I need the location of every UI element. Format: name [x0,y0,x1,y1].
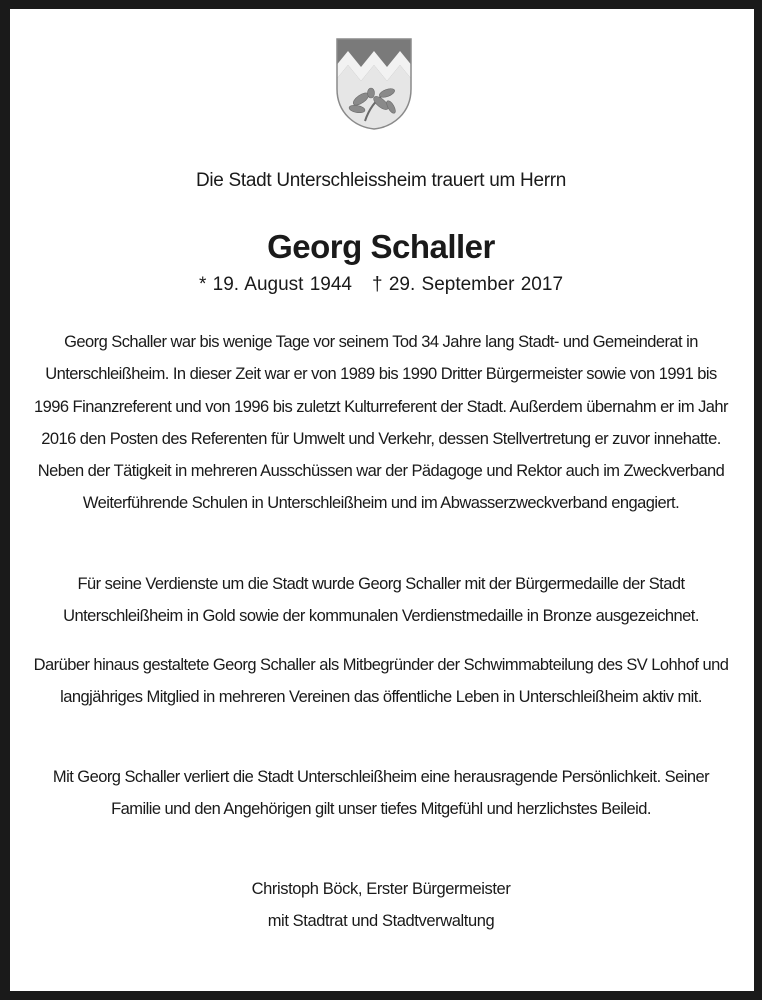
death-date: † 29. September 2017 [371,274,564,295]
coat-of-arms-icon [335,37,413,131]
condolence-paragraph: Mit Georg Schaller verliert die Stadt Unterschleißheim eine herausragende Persönlichkeit. Seiner Familie und den Angehörigen gilt unser tiefes Mitgefühl und herzlichstes Beileid. [52,768,710,819]
birth-date: * 19. August 1944 [198,274,352,295]
deceased-name: Georg Schaller [267,228,495,265]
signature-mayor: Christoph Böck, Erster Bürgermeister [251,880,511,898]
biography-paragraph: Georg Schaller war bis wenige Tage vor seinem Tod 34 Jahre lang Stadt- und Gemeinderat in Unterschleißheim. In dieser Zeit war er von 1989 bis 1990 Dritter Bürgermeister sowie von 1991 bis 1996 Finanzreferent und von 1996 bis zuletzt Kulturreferent der Stadt. Außerdem übernahm er im Jahr 2016 den Posten des Referenten für Umwelt und Verkehr, dessen Stellvertretung er zuvor innehatte. Neben der Tätigkeit in mehreren Ausschüssen war der Pädagoge und Rektor auch im Zweckverband Weiterführende Schulen in Unterschleißheim und im Abwasserzweckverband engagiert. [34,333,728,513]
signature-council: mit Stadtrat und Stadtverwaltung [267,912,495,930]
honors-paragraph: Für seine Verdienste um die Stadt wurde Georg Schaller mit der Bürgermedaille der Stadt Unterschleißheim in Gold sowie der kommunalen Verdienstmedaille in Bronze ausgezeichnet. [63,575,699,626]
life-dates [0,274,762,296]
community-paragraph: Darüber hinaus gestaltete Georg Schaller als Mitbegründer der Schwimmabteilung des SV Lohhof und langjähriges Mitglied in mehreren Vereinen das öffentliche Leben in Unterschleißheim aktiv mit. [33,656,729,707]
intro-line: Die Stadt Unterschleissheim trauert um Herrn [195,170,567,191]
